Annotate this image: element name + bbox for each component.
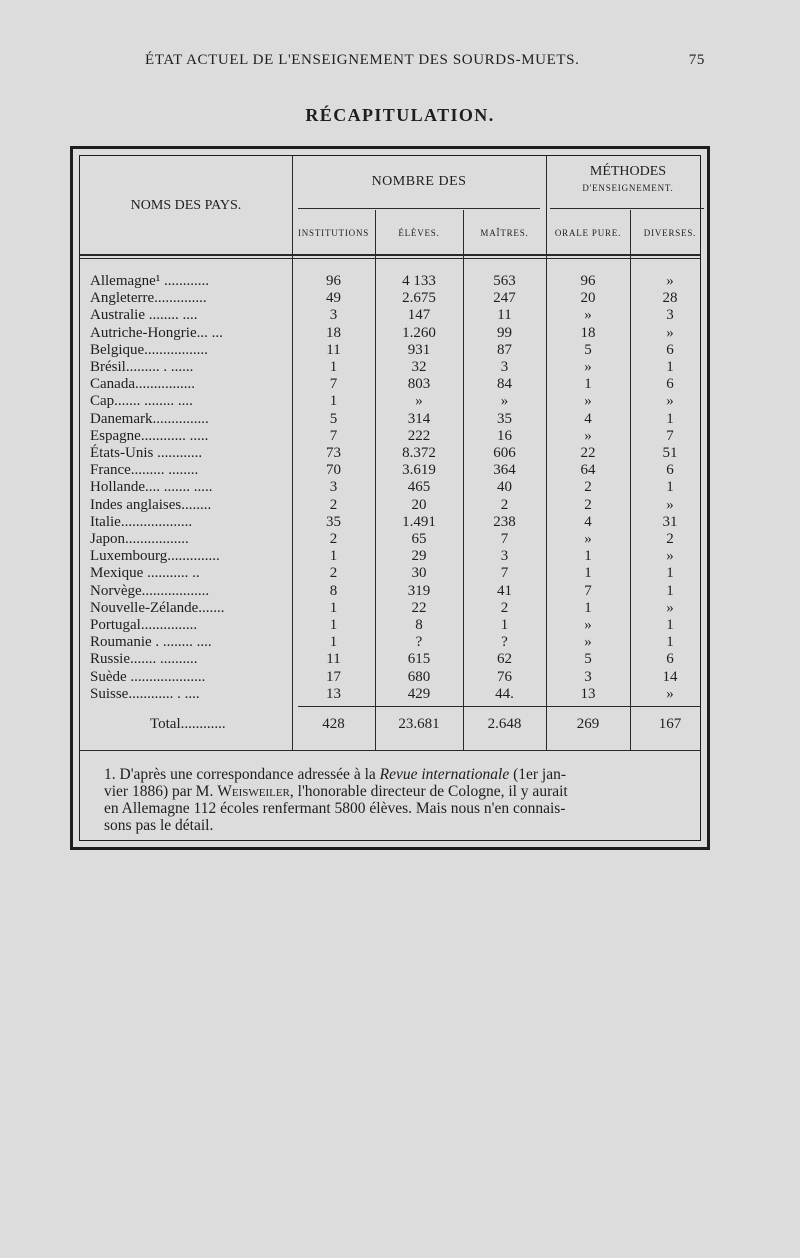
cell-maitres: 62 xyxy=(497,651,512,668)
total-label: Total............ xyxy=(150,716,226,732)
header-methodes-1: MÉTHODES xyxy=(589,164,667,179)
cell-diverses: 51 xyxy=(662,445,678,461)
cell-institutions: 49 xyxy=(326,290,341,307)
cell-orale: 5 xyxy=(584,341,592,358)
country-name: Norvège.................. xyxy=(90,582,210,599)
cell-diverses: 3 xyxy=(666,307,674,324)
cell-institutions: 1 xyxy=(329,393,338,410)
cell-institutions: 73 xyxy=(326,445,341,461)
cell-eleves: 32 xyxy=(411,359,427,375)
footnote-line-4: sons pas le détail. xyxy=(104,817,214,834)
cell-institutions: 7 xyxy=(329,376,338,393)
country-name: États-Unis ............ xyxy=(90,445,203,461)
page-number: 75 xyxy=(688,52,705,68)
table-row xyxy=(80,497,700,514)
cell-diverses: 1 xyxy=(666,359,674,375)
cell-orale: » xyxy=(584,531,592,547)
cell-orale: 1 xyxy=(584,376,592,393)
cell-orale: 3 xyxy=(584,668,592,685)
cell-orale: » xyxy=(584,393,592,410)
cell-maitres: 35 xyxy=(497,410,512,427)
total-top-rule xyxy=(298,706,700,707)
table-row xyxy=(80,445,700,462)
cell-eleves: 314 xyxy=(407,410,431,427)
cell-eleves: 20 xyxy=(411,496,427,513)
cell-orale: » xyxy=(584,617,592,633)
cell-orale: 2 xyxy=(584,496,592,513)
country-name: Nouvelle-Zélande....... xyxy=(90,599,225,616)
cell-institutions: 11 xyxy=(326,651,341,668)
cell-diverses: 1 xyxy=(666,479,674,496)
table-row xyxy=(80,393,700,410)
country-name: Autriche-Hongrie... ... xyxy=(90,324,223,341)
country-name: Australie ........ .... xyxy=(90,307,198,324)
total-eleves: 23.681 xyxy=(398,716,440,732)
footnote-text: 1. D'après une correspondance adressée à la xyxy=(104,766,380,783)
cell-eleves: 8.372 xyxy=(402,445,436,461)
table-row xyxy=(80,651,700,668)
cell-eleves: 222 xyxy=(407,427,431,444)
country-name: Brésil......... . ...... xyxy=(90,359,194,375)
cell-institutions: 2 xyxy=(329,531,338,547)
table-row xyxy=(80,669,700,686)
cell-institutions: 1 xyxy=(329,634,338,651)
cell-diverses: 6 xyxy=(666,651,674,668)
cell-maitres: 40 xyxy=(497,479,512,496)
cell-institutions: 8 xyxy=(329,582,338,599)
cell-orale: 4 xyxy=(584,410,592,427)
cell-maitres: 3 xyxy=(500,359,509,375)
cell-diverses: 1 xyxy=(666,617,674,633)
cell-maitres: 3 xyxy=(500,548,509,565)
cell-diverses: » xyxy=(666,324,674,341)
cell-eleves: 65 xyxy=(411,531,427,547)
running-head-title: ÉTAT ACTUEL DE L'ENSEIGNEMENT DES SOURDS-MUETS. xyxy=(145,52,580,68)
cell-orale: » xyxy=(584,307,592,324)
cell-eleves: 803 xyxy=(407,376,431,393)
table-row xyxy=(80,411,700,428)
cell-maitres: 1 xyxy=(500,617,509,633)
cell-orale: 7 xyxy=(584,582,592,599)
table-row xyxy=(80,462,700,479)
table-row xyxy=(80,325,700,342)
cell-diverses: 28 xyxy=(662,290,678,307)
cell-eleves: ? xyxy=(415,634,423,651)
total-orale: 269 xyxy=(576,716,600,732)
header-eleves: ÉLÈVES. xyxy=(398,228,440,238)
cell-maitres: 84 xyxy=(497,376,512,393)
cell-institutions: 1 xyxy=(329,359,338,375)
cell-institutions: 35 xyxy=(326,513,341,530)
table-row xyxy=(80,376,700,393)
running-head xyxy=(145,52,705,69)
table-row xyxy=(80,273,700,290)
cell-eleves: 147 xyxy=(407,307,431,324)
page-heading: RÉCAPITULATION. xyxy=(305,105,495,125)
cell-institutions: 2 xyxy=(329,565,338,582)
cell-orale: 1 xyxy=(584,599,592,616)
cell-maitres: » xyxy=(500,393,509,410)
table-row xyxy=(80,583,700,600)
total-diverses: 167 xyxy=(658,716,682,732)
cell-eleves: 429 xyxy=(407,685,431,702)
header-bottom-rule xyxy=(80,254,700,256)
table-row xyxy=(80,548,700,565)
cell-institutions: 70 xyxy=(326,462,341,479)
country-name: Portugal............... xyxy=(90,617,198,633)
total-maitres: 2.648 xyxy=(487,716,522,732)
cell-orale: 96 xyxy=(580,273,596,289)
cell-diverses: 6 xyxy=(666,462,674,479)
cell-orale: » xyxy=(584,427,592,444)
cell-maitres: 44. xyxy=(495,685,514,702)
cell-orale: 22 xyxy=(580,445,596,461)
table-row xyxy=(80,565,700,582)
cell-eleves: 680 xyxy=(407,668,431,685)
cell-orale: 1 xyxy=(584,548,592,565)
recap-table-frame xyxy=(70,146,710,850)
cell-institutions: 5 xyxy=(329,410,338,427)
cell-diverses: 6 xyxy=(666,376,674,393)
country-name: Belgique................. xyxy=(90,341,208,358)
cell-institutions: 7 xyxy=(329,427,338,444)
cell-institutions: 96 xyxy=(326,273,341,289)
country-name: Japon................. xyxy=(90,531,189,547)
cell-diverses: 14 xyxy=(662,668,678,685)
country-name: Suisse............ . .... xyxy=(90,685,200,702)
cell-maitres: 76 xyxy=(497,668,512,685)
cell-institutions: 13 xyxy=(326,685,341,702)
cell-orale: 64 xyxy=(580,462,596,479)
cell-eleves: 3.619 xyxy=(402,462,436,479)
total-institutions: 428 xyxy=(322,716,345,732)
cell-institutions: 11 xyxy=(326,341,341,358)
header-nombre: NOMBRE DES xyxy=(371,174,467,189)
cell-orale: 18 xyxy=(580,324,596,341)
cell-eleves: 30 xyxy=(411,565,427,582)
footnote xyxy=(104,766,702,834)
cell-diverses: » xyxy=(666,273,674,289)
cell-eleves: 319 xyxy=(407,582,431,599)
country-name: Danemark............... xyxy=(90,410,209,427)
cell-institutions: 1 xyxy=(329,617,338,633)
cell-institutions: 17 xyxy=(326,668,341,685)
country-name: Roumanie . ........ .... xyxy=(90,634,212,651)
cell-institutions: 3 xyxy=(329,479,338,496)
cell-maitres: 364 xyxy=(493,462,516,479)
header-orale: ORALE PURE. xyxy=(554,228,622,238)
cell-diverses: 1 xyxy=(666,410,674,427)
cell-eleves: 615 xyxy=(407,651,431,668)
cell-orale: » xyxy=(584,634,592,651)
table-row xyxy=(80,686,700,703)
country-name: Russie....... .......... xyxy=(90,651,198,668)
table-row xyxy=(80,290,700,307)
footnote-text: vier 1886) par M. xyxy=(104,783,218,800)
cell-orale: 13 xyxy=(580,685,596,702)
cell-eleves: 1.491 xyxy=(402,513,436,530)
footnote-person-name: Weisweiler xyxy=(217,783,290,800)
cell-maitres: 563 xyxy=(493,273,516,289)
header-country: NOMS DES PAYS. xyxy=(130,198,242,213)
cell-maitres: ? xyxy=(501,634,508,651)
cell-maitres: 16 xyxy=(497,427,512,444)
cell-eleves: 22 xyxy=(411,599,427,616)
cell-eleves: 2.675 xyxy=(402,290,436,307)
footnote-line-1 xyxy=(104,766,702,783)
cell-maitres: 87 xyxy=(497,341,512,358)
cell-maitres: 2 xyxy=(500,496,509,513)
recap-table xyxy=(79,155,701,841)
header-maitres: MAÎTRES. xyxy=(480,228,529,238)
cell-maitres: 99 xyxy=(497,324,512,341)
cell-eleves: 465 xyxy=(407,479,431,496)
cell-maitres: 7 xyxy=(500,565,509,582)
header-diverses: DIVERSES. xyxy=(643,228,697,238)
cell-diverses: 2 xyxy=(666,531,674,547)
footnote-journal-title: Revue internationale xyxy=(379,766,510,783)
cell-eleves: 931 xyxy=(407,341,431,358)
table-row xyxy=(80,307,700,324)
table-row xyxy=(80,531,700,548)
cell-orale: 4 xyxy=(584,513,592,530)
footnote-top-rule xyxy=(80,750,700,751)
cell-diverses: 6 xyxy=(666,341,674,358)
cell-institutions: 3 xyxy=(329,307,338,324)
cell-maitres: 41 xyxy=(497,582,512,599)
cell-eleves: » xyxy=(415,393,423,410)
cell-orale: 1 xyxy=(584,565,592,582)
cell-diverses: 1 xyxy=(666,565,674,582)
cell-eleves: 4 133 xyxy=(402,273,436,289)
cell-diverses: » xyxy=(666,393,674,410)
table-row xyxy=(80,617,700,634)
table-row xyxy=(80,428,700,445)
cell-orale: 20 xyxy=(580,290,596,307)
nombre-group-rule xyxy=(298,208,540,209)
cell-maitres: 238 xyxy=(493,513,516,530)
cell-eleves: 29 xyxy=(411,548,427,565)
country-name: Cap....... ........ .... xyxy=(90,393,193,410)
cell-diverses: » xyxy=(666,599,674,616)
cell-institutions: 1 xyxy=(329,548,338,565)
cell-orale: 2 xyxy=(584,479,592,496)
table-row xyxy=(80,634,700,651)
header-bottom-rule-2 xyxy=(80,258,700,259)
country-name: France......... ........ xyxy=(90,462,199,479)
header-methodes-2: D'ENSEIGNEMENT. xyxy=(582,183,674,193)
country-name: Allemagne¹ ............ xyxy=(90,273,210,289)
cell-diverses: 1 xyxy=(666,582,674,599)
table-row xyxy=(80,514,700,531)
country-name: Indes anglaises........ xyxy=(90,496,212,513)
country-name: Hollande.... ....... ..... xyxy=(90,479,213,496)
country-name: Italie................... xyxy=(90,513,193,530)
country-name: Canada................ xyxy=(90,376,195,393)
footnote-line-3: en Allemagne 112 écoles renfermant 5800 élèves. Mais nous n'en connais- xyxy=(104,800,566,817)
cell-maitres: 2 xyxy=(500,599,509,616)
country-name: Angleterre.............. xyxy=(90,290,207,307)
country-name: Suède .................... xyxy=(90,668,206,685)
cell-eleves: 1.260 xyxy=(402,324,436,341)
cell-diverses: 1 xyxy=(666,634,674,651)
country-name: Espagne............ ..... xyxy=(90,427,209,444)
total-row xyxy=(80,716,700,733)
country-name: Mexique ........... .. xyxy=(90,565,200,582)
cell-maitres: 7 xyxy=(500,531,509,547)
header-institutions: INSTITUTIONS xyxy=(297,228,370,238)
cell-institutions: 1 xyxy=(329,599,338,616)
cell-diverses: 31 xyxy=(662,513,678,530)
cell-diverses: » xyxy=(666,548,674,565)
cell-diverses: 7 xyxy=(666,427,674,444)
cell-eleves: 8 xyxy=(415,617,423,633)
cell-orale: 5 xyxy=(584,651,592,668)
cell-diverses: » xyxy=(666,496,674,513)
cell-institutions: 18 xyxy=(326,324,341,341)
footnote-text: (1er jan- xyxy=(509,766,567,783)
cell-diverses: » xyxy=(666,685,674,702)
table-row xyxy=(80,359,700,376)
footnote-text: , l'honorable directeur de Cologne, il y aurait xyxy=(289,783,568,800)
cell-maitres: 11 xyxy=(497,307,512,324)
footnote-line-2 xyxy=(104,783,702,800)
table-row xyxy=(80,342,700,359)
table-row xyxy=(80,479,700,496)
cell-institutions: 2 xyxy=(329,496,338,513)
cell-orale: » xyxy=(584,359,592,375)
table-row xyxy=(80,600,700,617)
country-name: Luxembourg.............. xyxy=(90,548,220,565)
cell-maitres: 247 xyxy=(493,290,516,307)
cell-maitres: 606 xyxy=(493,445,516,461)
methodes-group-rule xyxy=(550,208,704,209)
